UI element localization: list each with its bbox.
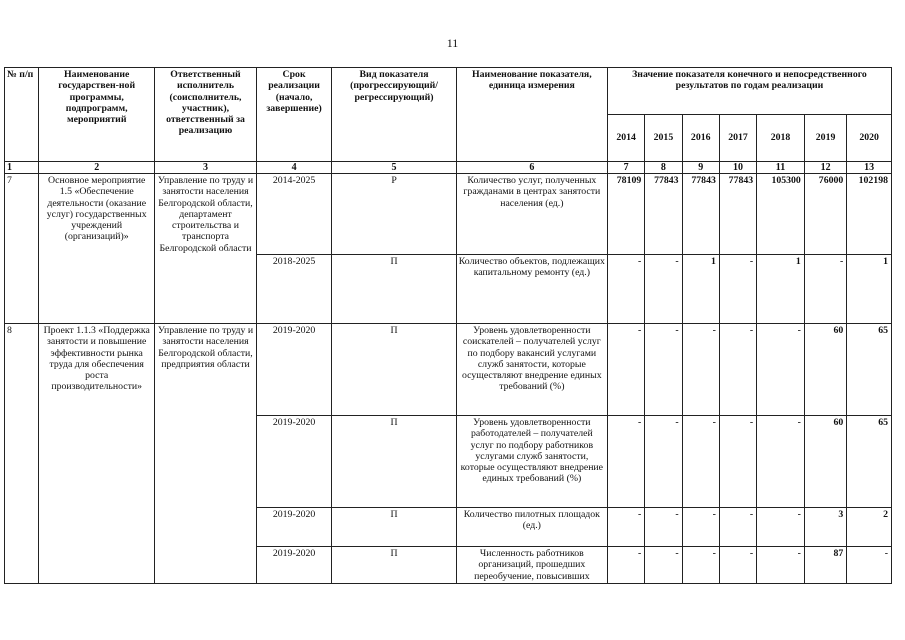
indicator-type-cell: П (332, 547, 456, 584)
value-cell: 60 (804, 324, 846, 416)
program-table (4, 67, 892, 584)
term-cell: 2019-2020 (256, 416, 332, 508)
header-year: 2014 (607, 115, 644, 162)
value-cell: 87 (804, 547, 846, 584)
indicator-name-cell: Численность работников организаций, прошедших переобучение, повысивших (456, 547, 607, 584)
table-row (5, 324, 892, 416)
value-cell: - (719, 255, 756, 324)
header-program: Наименование государствен-ной программы, подпрограмм, мероприятий (39, 68, 155, 162)
column-number: 7 (607, 162, 644, 174)
term-cell: 2019-2020 (256, 547, 332, 584)
indicator-name-cell: Уровень удовлетворенности работодателей – получателей услуг по подбору работников услугами служб занятости, которые осуществляют внедрение единых требований (%) (456, 416, 607, 508)
program-name: Основное мероприятие 1.5 «Обеспечение деятельности (оказание услуг) государственных учреждений (организаций)» (39, 174, 155, 324)
value-cell: - (757, 416, 805, 508)
indicator-name-cell: Количество объектов, подлежащих капитальному ремонту (ед.) (456, 255, 607, 324)
value-cell: - (719, 416, 756, 508)
column-number: 6 (456, 162, 607, 174)
term-cell: 2019-2020 (256, 324, 332, 416)
indicator-name-cell: Количество услуг, полученных гражданами в центрах занятости населения (ед.) (456, 174, 607, 255)
value-cell: - (757, 324, 805, 416)
value-cell: 1 (847, 255, 892, 324)
value-cell: - (607, 508, 644, 547)
value-cell: - (757, 547, 805, 584)
column-number: 3 (155, 162, 257, 174)
row-number: 8 (5, 324, 39, 584)
term-cell: 2014-2025 (256, 174, 332, 255)
column-number: 1 (5, 162, 39, 174)
value-cell: - (645, 416, 682, 508)
indicator-type-cell: Р (332, 174, 456, 255)
value-cell: - (682, 547, 719, 584)
value-cell: - (682, 324, 719, 416)
column-number: 9 (682, 162, 719, 174)
header-year: 2015 (645, 115, 682, 162)
value-cell: 102198 (847, 174, 892, 255)
value-cell: - (607, 416, 644, 508)
value-cell: - (847, 547, 892, 584)
header-year: 2020 (847, 115, 892, 162)
header-year: 2017 (719, 115, 756, 162)
indicator-type-cell: П (332, 324, 456, 416)
header-year: 2018 (757, 115, 805, 162)
row-number: 7 (5, 174, 39, 324)
responsible-name: Управление по труду и занятости населения Белгородской области, предприятия области (155, 324, 257, 584)
value-cell: - (757, 508, 805, 547)
value-cell: 2 (847, 508, 892, 547)
column-number: 8 (645, 162, 682, 174)
value-cell: 60 (804, 416, 846, 508)
column-number: 10 (719, 162, 756, 174)
term-cell: 2018-2025 (256, 255, 332, 324)
value-cell: - (682, 416, 719, 508)
header-no: № п/п (5, 68, 39, 162)
value-cell: 78109 (607, 174, 644, 255)
header-values-group: Значение показателя конечного и непосредственного результатов по годам реализации (607, 68, 891, 115)
header-year: 2019 (804, 115, 846, 162)
value-cell: - (607, 547, 644, 584)
value-cell: - (645, 547, 682, 584)
column-number: 11 (757, 162, 805, 174)
value-cell: - (607, 324, 644, 416)
indicator-type-cell: П (332, 508, 456, 547)
column-number: 5 (332, 162, 456, 174)
column-number-row (5, 162, 892, 174)
value-cell: 76000 (804, 174, 846, 255)
table-row (5, 174, 892, 255)
header-year: 2016 (682, 115, 719, 162)
header-indicator-name: Наименование показателя, единица измерения (456, 68, 607, 162)
header-responsible: Ответственный исполнитель (соисполнитель, участник), ответственный за реализацию (155, 68, 257, 162)
value-cell: - (645, 324, 682, 416)
term-cell: 2019-2020 (256, 508, 332, 547)
column-number: 2 (39, 162, 155, 174)
header-term: Срок реализации (начало, завершение) (256, 68, 332, 162)
value-cell: - (719, 324, 756, 416)
value-cell: 77843 (682, 174, 719, 255)
value-cell: - (719, 547, 756, 584)
header-row (5, 68, 892, 115)
page-number: 11 (446, 36, 459, 50)
column-number: 12 (804, 162, 846, 174)
indicator-type-cell: П (332, 416, 456, 508)
value-cell: - (607, 255, 644, 324)
value-cell: 77843 (719, 174, 756, 255)
responsible-name: Управление по труду и занятости населения Белгородской области, департамент строительства и транспорта Белгородской области (155, 174, 257, 324)
column-number: 13 (847, 162, 892, 174)
value-cell: - (682, 508, 719, 547)
value-cell: - (719, 508, 756, 547)
value-cell: 65 (847, 324, 892, 416)
value-cell: 77843 (645, 174, 682, 255)
indicator-type-cell: П (332, 255, 456, 324)
value-cell: 1 (757, 255, 805, 324)
program-name: Проект 1.1.3 «Поддержка занятости и повышение эффективности рынка труда для обеспечения роста производительности» (39, 324, 155, 584)
value-cell: 1 (682, 255, 719, 324)
value-cell: 3 (804, 508, 846, 547)
header-indicator-type: Вид показателя (прогрессирующий/ регрессирующий) (332, 68, 456, 162)
value-cell: - (645, 508, 682, 547)
value-cell: - (804, 255, 846, 324)
column-number: 4 (256, 162, 332, 174)
indicator-name-cell: Количество пилотных площадок (ед.) (456, 508, 607, 547)
value-cell: 105300 (757, 174, 805, 255)
value-cell: 65 (847, 416, 892, 508)
value-cell: - (645, 255, 682, 324)
indicator-name-cell: Уровень удовлетворенности соискателей – получателей услуг по подбору вакансий услугами служб занятости, которые осуществляют внедрение единых требований (%) (456, 324, 607, 416)
